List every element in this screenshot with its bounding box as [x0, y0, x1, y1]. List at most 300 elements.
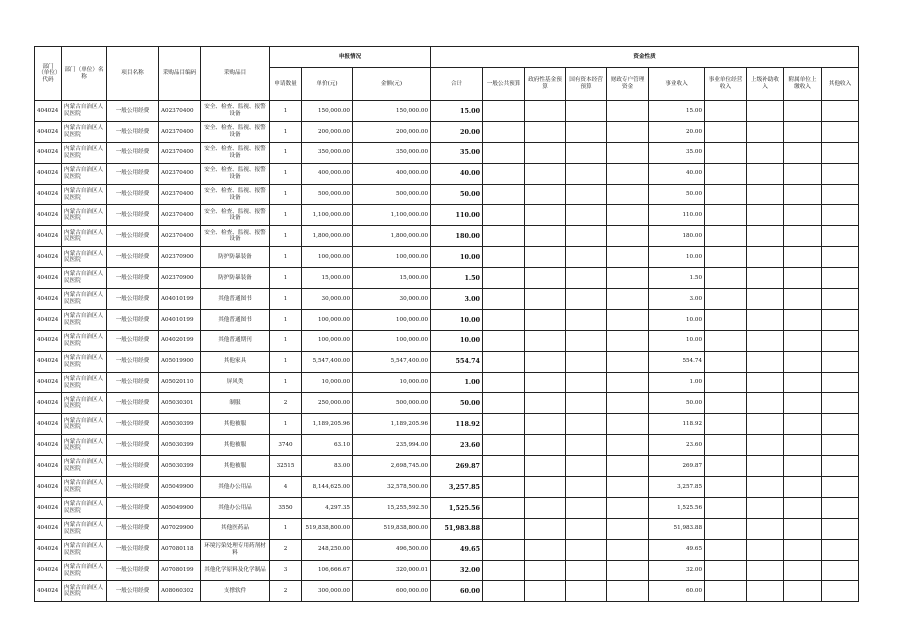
cell-catalog: 其他家具: [201, 351, 270, 372]
cell-project: 一般公用经费: [107, 309, 159, 330]
cell-unit-price: 100,000.00: [302, 247, 353, 268]
cell-qty: 3740: [270, 435, 302, 456]
cell-biz-income: [705, 497, 747, 518]
header-project: 项目名称: [107, 47, 159, 101]
cell-dept-name: 内蒙古自治区人民医院: [62, 456, 107, 477]
cell-catalog: 其他办公用品: [201, 497, 270, 518]
cell-qty: 1: [270, 289, 302, 310]
cell-qty: 32515: [270, 456, 302, 477]
header-gov-fund: 政府性基金预算: [525, 68, 566, 101]
cell-gov-fund: [525, 456, 566, 477]
cell-career-income: 50.00: [649, 393, 705, 414]
cell-special-fund: [607, 477, 649, 498]
cell-career-income: 51,983.88: [649, 518, 705, 539]
table-row: [35, 539, 859, 560]
cell-career-income: 60.00: [649, 581, 705, 602]
table-row: [35, 497, 859, 518]
cell-dept-name: 内蒙古自治区人民医院: [62, 414, 107, 435]
cell-special-fund: [607, 289, 649, 310]
cell-other-income: [822, 184, 859, 205]
cell-biz-income: [705, 477, 747, 498]
cell-catalog-code: A05030399: [159, 435, 201, 456]
cell-other-income: [822, 226, 859, 247]
cell-affiliated-income: [784, 539, 822, 560]
cell-catalog: 其他被服: [201, 435, 270, 456]
cell-project: 一般公用经费: [107, 101, 159, 122]
cell-qty: 1: [270, 121, 302, 142]
cell-special-fund: [607, 268, 649, 289]
cell-state-capital: [566, 351, 607, 372]
cell-dept-code: 404024: [35, 372, 62, 393]
cell-gov-fund: [525, 142, 566, 163]
cell-qty: 1: [270, 142, 302, 163]
cell-affiliated-income: [784, 330, 822, 351]
cell-state-capital: [566, 184, 607, 205]
cell-catalog: 其他办公用品: [201, 477, 270, 498]
table-row: [35, 101, 859, 122]
cell-total: 554.74: [431, 351, 483, 372]
cell-catalog: 其他普通图书: [201, 309, 270, 330]
cell-dept-name: 内蒙古自治区人民医院: [62, 163, 107, 184]
cell-superior-subsidy: [747, 247, 784, 268]
cell-catalog: 安全、检查、监视、报警设备: [201, 101, 270, 122]
table-row: [35, 247, 859, 268]
cell-biz-income: [705, 393, 747, 414]
cell-special-fund: [607, 581, 649, 602]
header-superior-subsidy: 上级补助收入: [747, 68, 784, 101]
cell-catalog-code: A02370400: [159, 184, 201, 205]
header-apply-group: 申报情况: [270, 47, 431, 68]
cell-catalog-code: A05030301: [159, 393, 201, 414]
table-row: [35, 289, 859, 310]
cell-gov-fund: [525, 289, 566, 310]
cell-catalog: 安全、检查、监视、报警设备: [201, 163, 270, 184]
cell-project: 一般公用经费: [107, 184, 159, 205]
cell-gov-fund: [525, 518, 566, 539]
cell-qty: 1: [270, 184, 302, 205]
cell-dept-code: 404024: [35, 101, 62, 122]
cell-dept-code: 404024: [35, 560, 62, 581]
cell-unit-price: 519,838,800.00: [302, 518, 353, 539]
cell-affiliated-income: [784, 351, 822, 372]
table-row: [35, 226, 859, 247]
cell-catalog-code: A08060302: [159, 581, 201, 602]
cell-qty: 3550: [270, 497, 302, 518]
cell-catalog-code: A02370400: [159, 163, 201, 184]
cell-gov-fund: [525, 497, 566, 518]
cell-career-income: 1.50: [649, 268, 705, 289]
cell-other-income: [822, 518, 859, 539]
cell-qty: 1: [270, 247, 302, 268]
cell-dept-name: 内蒙古自治区人民医院: [62, 393, 107, 414]
cell-special-fund: [607, 309, 649, 330]
cell-general-budget: [483, 372, 525, 393]
cell-affiliated-income: [784, 581, 822, 602]
cell-dept-code: 404024: [35, 518, 62, 539]
cell-state-capital: [566, 121, 607, 142]
cell-catalog: 其他普通图书: [201, 289, 270, 310]
cell-general-budget: [483, 497, 525, 518]
cell-biz-income: [705, 121, 747, 142]
cell-biz-income: [705, 205, 747, 226]
cell-total: 49.65: [431, 539, 483, 560]
cell-affiliated-income: [784, 226, 822, 247]
cell-affiliated-income: [784, 414, 822, 435]
cell-special-fund: [607, 247, 649, 268]
cell-state-capital: [566, 205, 607, 226]
cell-special-fund: [607, 497, 649, 518]
cell-general-budget: [483, 393, 525, 414]
cell-affiliated-income: [784, 101, 822, 122]
cell-state-capital: [566, 247, 607, 268]
cell-superior-subsidy: [747, 414, 784, 435]
cell-affiliated-income: [784, 268, 822, 289]
cell-dept-code: 404024: [35, 330, 62, 351]
cell-amount: 1,100,000.00: [353, 205, 431, 226]
cell-special-fund: [607, 414, 649, 435]
table-body: [35, 101, 859, 602]
cell-career-income: 10.00: [649, 247, 705, 268]
cell-unit-price: 5,547,400.00: [302, 351, 353, 372]
cell-qty: 1: [270, 226, 302, 247]
cell-gov-fund: [525, 435, 566, 456]
cell-catalog: 安全、检查、监视、报警设备: [201, 121, 270, 142]
cell-dept-name: 内蒙古自治区人民医院: [62, 309, 107, 330]
cell-affiliated-income: [784, 393, 822, 414]
cell-other-income: [822, 101, 859, 122]
cell-other-income: [822, 435, 859, 456]
cell-affiliated-income: [784, 247, 822, 268]
cell-general-budget: [483, 477, 525, 498]
cell-catalog-code: A04010199: [159, 289, 201, 310]
cell-qty: 1: [270, 330, 302, 351]
cell-dept-code: 404024: [35, 142, 62, 163]
cell-other-income: [822, 309, 859, 330]
cell-special-fund: [607, 351, 649, 372]
cell-catalog-code: A05020110: [159, 372, 201, 393]
cell-gov-fund: [525, 330, 566, 351]
cell-superior-subsidy: [747, 330, 784, 351]
cell-dept-code: 404024: [35, 205, 62, 226]
cell-total: 51,983.88: [431, 518, 483, 539]
cell-affiliated-income: [784, 121, 822, 142]
cell-general-budget: [483, 101, 525, 122]
cell-other-income: [822, 539, 859, 560]
cell-general-budget: [483, 581, 525, 602]
cell-amount: 235,994.00: [353, 435, 431, 456]
cell-general-budget: [483, 456, 525, 477]
table-row: [35, 351, 859, 372]
cell-total: 1.50: [431, 268, 483, 289]
cell-state-capital: [566, 289, 607, 310]
cell-gov-fund: [525, 226, 566, 247]
cell-other-income: [822, 456, 859, 477]
cell-superior-subsidy: [747, 372, 784, 393]
cell-superior-subsidy: [747, 581, 784, 602]
cell-dept-code: 404024: [35, 247, 62, 268]
table-row: [35, 518, 859, 539]
cell-amount: 100,000.00: [353, 247, 431, 268]
cell-amount: 500,000.00: [353, 393, 431, 414]
cell-biz-income: [705, 456, 747, 477]
cell-unit-price: 100,000.00: [302, 309, 353, 330]
cell-biz-income: [705, 289, 747, 310]
cell-project: 一般公用经费: [107, 268, 159, 289]
cell-catalog-code: A05030399: [159, 456, 201, 477]
cell-dept-code: 404024: [35, 163, 62, 184]
cell-career-income: 49.65: [649, 539, 705, 560]
cell-total: 10.00: [431, 309, 483, 330]
table-row: [35, 163, 859, 184]
cell-other-income: [822, 393, 859, 414]
cell-biz-income: [705, 226, 747, 247]
header-other-income: 其他收入: [822, 68, 859, 101]
cell-amount: 30,000.00: [353, 289, 431, 310]
cell-biz-income: [705, 435, 747, 456]
cell-other-income: [822, 163, 859, 184]
cell-catalog: 屏风类: [201, 372, 270, 393]
table-row: [35, 581, 859, 602]
cell-unit-price: 8,144,625.00: [302, 477, 353, 498]
cell-special-fund: [607, 101, 649, 122]
cell-dept-name: 内蒙古自治区人民医院: [62, 560, 107, 581]
cell-dept-name: 内蒙古自治区人民医院: [62, 226, 107, 247]
cell-other-income: [822, 497, 859, 518]
cell-affiliated-income: [784, 477, 822, 498]
cell-career-income: 32.00: [649, 560, 705, 581]
cell-state-capital: [566, 456, 607, 477]
cell-qty: 2: [270, 393, 302, 414]
cell-catalog-code: A05030399: [159, 414, 201, 435]
cell-project: 一般公用经费: [107, 163, 159, 184]
cell-special-fund: [607, 205, 649, 226]
cell-biz-income: [705, 247, 747, 268]
cell-total: 15.00: [431, 101, 483, 122]
cell-affiliated-income: [784, 205, 822, 226]
header-affiliated-income: 附属单位上缴收入: [784, 68, 822, 101]
cell-dept-name: 内蒙古自治区人民医院: [62, 497, 107, 518]
cell-project: 一般公用经费: [107, 581, 159, 602]
cell-career-income: 10.00: [649, 309, 705, 330]
cell-superior-subsidy: [747, 393, 784, 414]
cell-dept-name: 内蒙古自治区人民医院: [62, 142, 107, 163]
cell-superior-subsidy: [747, 121, 784, 142]
cell-catalog: 防护防暴装备: [201, 247, 270, 268]
cell-state-capital: [566, 309, 607, 330]
cell-amount: 1,189,205.96: [353, 414, 431, 435]
cell-general-budget: [483, 121, 525, 142]
cell-project: 一般公用经费: [107, 518, 159, 539]
cell-project: 一般公用经费: [107, 351, 159, 372]
cell-dept-code: 404024: [35, 309, 62, 330]
cell-unit-price: 30,000.00: [302, 289, 353, 310]
cell-total: 110.00: [431, 205, 483, 226]
cell-biz-income: [705, 581, 747, 602]
header-biz-income: 事业单位经营收入: [705, 68, 747, 101]
cell-dept-code: 404024: [35, 539, 62, 560]
cell-total: 10.00: [431, 330, 483, 351]
cell-state-capital: [566, 560, 607, 581]
cell-affiliated-income: [784, 142, 822, 163]
cell-unit-price: 400,000.00: [302, 163, 353, 184]
cell-other-income: [822, 560, 859, 581]
cell-unit-price: 150,000.00: [302, 101, 353, 122]
cell-unit-price: 106,666.67: [302, 560, 353, 581]
cell-gov-fund: [525, 163, 566, 184]
cell-affiliated-income: [784, 289, 822, 310]
cell-total: 1.00: [431, 372, 483, 393]
cell-unit-price: 83.00: [302, 456, 353, 477]
header-career-income: 事业收入: [649, 68, 705, 101]
cell-unit-price: 350,000.00: [302, 142, 353, 163]
cell-superior-subsidy: [747, 560, 784, 581]
cell-state-capital: [566, 518, 607, 539]
cell-state-capital: [566, 414, 607, 435]
cell-amount: 320,000.01: [353, 560, 431, 581]
cell-catalog: 安全、检查、监视、报警设备: [201, 226, 270, 247]
cell-dept-code: 404024: [35, 184, 62, 205]
cell-qty: 1: [270, 414, 302, 435]
cell-state-capital: [566, 581, 607, 602]
cell-unit-price: 1,800,000.00: [302, 226, 353, 247]
cell-dept-code: 404024: [35, 477, 62, 498]
cell-catalog-code: A02370400: [159, 205, 201, 226]
cell-project: 一般公用经费: [107, 414, 159, 435]
cell-superior-subsidy: [747, 268, 784, 289]
cell-general-budget: [483, 268, 525, 289]
cell-state-capital: [566, 142, 607, 163]
procurement-table: [34, 46, 859, 602]
cell-gov-fund: [525, 205, 566, 226]
cell-total: 1,525.56: [431, 497, 483, 518]
cell-biz-income: [705, 518, 747, 539]
cell-amount: 400,000.00: [353, 163, 431, 184]
header-catalog-code: 采购品目编码: [159, 47, 201, 101]
cell-amount: 2,698,745.00: [353, 456, 431, 477]
cell-biz-income: [705, 372, 747, 393]
cell-biz-income: [705, 268, 747, 289]
cell-project: 一般公用经费: [107, 560, 159, 581]
cell-total: 23.60: [431, 435, 483, 456]
cell-superior-subsidy: [747, 142, 784, 163]
cell-catalog-code: A02370900: [159, 268, 201, 289]
cell-superior-subsidy: [747, 435, 784, 456]
cell-dept-code: 404024: [35, 456, 62, 477]
cell-other-income: [822, 289, 859, 310]
cell-career-income: 20.00: [649, 121, 705, 142]
cell-dept-name: 内蒙古自治区人民医院: [62, 518, 107, 539]
cell-superior-subsidy: [747, 518, 784, 539]
cell-affiliated-income: [784, 184, 822, 205]
cell-gov-fund: [525, 393, 566, 414]
cell-special-fund: [607, 518, 649, 539]
cell-career-income: 269.87: [649, 456, 705, 477]
cell-total: 20.00: [431, 121, 483, 142]
header-special-fund: 财政专户管理资金: [607, 68, 649, 101]
cell-catalog-code: A05049900: [159, 477, 201, 498]
cell-amount: 350,000.00: [353, 142, 431, 163]
cell-other-income: [822, 205, 859, 226]
cell-catalog-code: A02370900: [159, 247, 201, 268]
cell-affiliated-income: [784, 372, 822, 393]
table-row: [35, 435, 859, 456]
cell-superior-subsidy: [747, 101, 784, 122]
cell-dept-name: 内蒙古自治区人民医院: [62, 247, 107, 268]
cell-state-capital: [566, 163, 607, 184]
cell-dept-code: 404024: [35, 268, 62, 289]
cell-qty: 3: [270, 560, 302, 581]
cell-career-income: 3.00: [649, 289, 705, 310]
cell-career-income: 180.00: [649, 226, 705, 247]
cell-project: 一般公用经费: [107, 372, 159, 393]
cell-dept-name: 内蒙古自治区人民医院: [62, 101, 107, 122]
cell-career-income: 3,257.85: [649, 477, 705, 498]
cell-total: 50.00: [431, 393, 483, 414]
table-row: [35, 184, 859, 205]
cell-gov-fund: [525, 372, 566, 393]
header-fund-group: 资金性质: [431, 47, 859, 68]
cell-dept-name: 内蒙古自治区人民医院: [62, 268, 107, 289]
cell-special-fund: [607, 142, 649, 163]
cell-other-income: [822, 351, 859, 372]
cell-catalog: 制服: [201, 393, 270, 414]
cell-special-fund: [607, 163, 649, 184]
cell-qty: 1: [270, 372, 302, 393]
header-state-capital: 国有资本经营预算: [566, 68, 607, 101]
cell-unit-price: 500,000.00: [302, 184, 353, 205]
cell-unit-price: 1,100,000.00: [302, 205, 353, 226]
cell-superior-subsidy: [747, 184, 784, 205]
cell-affiliated-income: [784, 309, 822, 330]
table-row: [35, 393, 859, 414]
cell-dept-code: 404024: [35, 581, 62, 602]
cell-gov-fund: [525, 268, 566, 289]
cell-amount: 100,000.00: [353, 309, 431, 330]
header-qty: 申请数量: [270, 68, 302, 101]
cell-total: 3.00: [431, 289, 483, 310]
cell-unit-price: 15,000.00: [302, 268, 353, 289]
cell-amount: 496,500.00: [353, 539, 431, 560]
cell-affiliated-income: [784, 497, 822, 518]
cell-career-income: 10.00: [649, 330, 705, 351]
cell-general-budget: [483, 184, 525, 205]
cell-general-budget: [483, 289, 525, 310]
cell-dept-name: 内蒙古自治区人民医院: [62, 289, 107, 310]
cell-career-income: 23.60: [649, 435, 705, 456]
cell-superior-subsidy: [747, 309, 784, 330]
cell-affiliated-income: [784, 560, 822, 581]
cell-gov-fund: [525, 351, 566, 372]
cell-general-budget: [483, 435, 525, 456]
cell-amount: 1,800,000.00: [353, 226, 431, 247]
cell-superior-subsidy: [747, 477, 784, 498]
cell-affiliated-income: [784, 163, 822, 184]
cell-catalog: 安全、检查、监视、报警设备: [201, 184, 270, 205]
cell-project: 一般公用经费: [107, 247, 159, 268]
cell-total: 50.00: [431, 184, 483, 205]
cell-total: 10.00: [431, 247, 483, 268]
table-row: [35, 414, 859, 435]
header-total: 合计: [431, 68, 483, 101]
header-general-budget: 一般公共预算: [483, 68, 525, 101]
cell-general-budget: [483, 539, 525, 560]
cell-superior-subsidy: [747, 497, 784, 518]
cell-amount: 15,255,592.50: [353, 497, 431, 518]
cell-amount: 5,547,400.00: [353, 351, 431, 372]
cell-biz-income: [705, 414, 747, 435]
table-row: [35, 205, 859, 226]
cell-catalog: 环境污染处理专用药剂材料: [201, 539, 270, 560]
